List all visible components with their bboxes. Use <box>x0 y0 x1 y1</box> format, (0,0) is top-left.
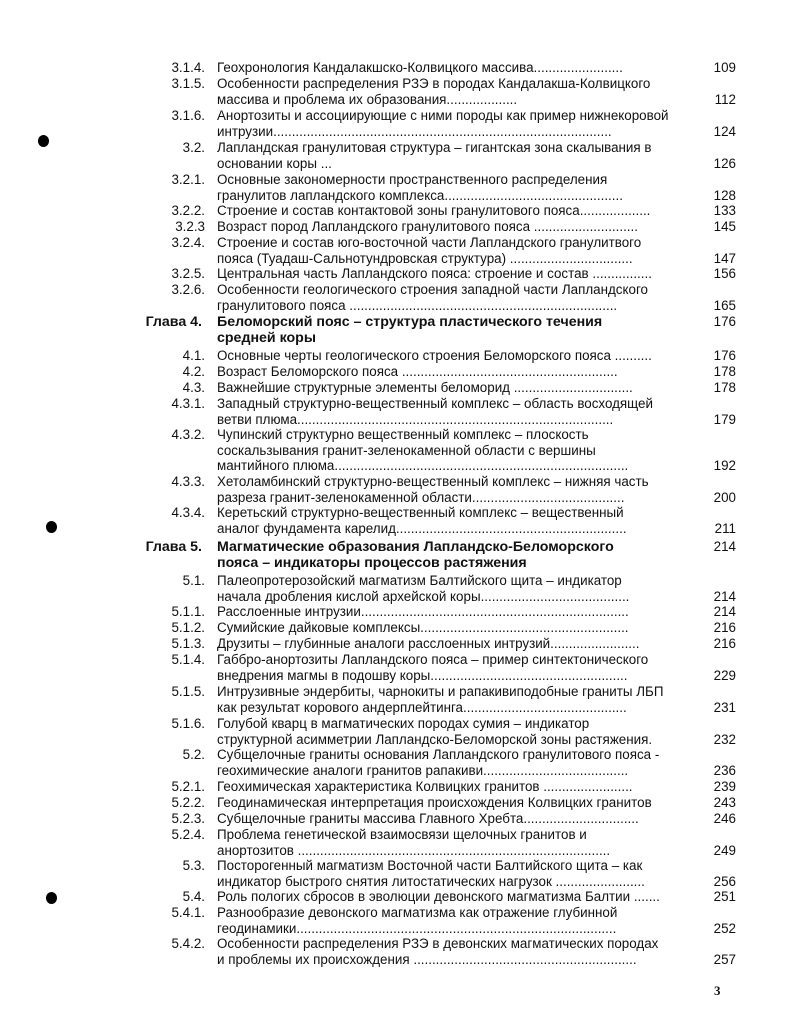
toc-entry-title <box>217 827 695 858</box>
toc-entry-title-line: геодинамики...................................................................................... <box>217 920 617 936</box>
toc-entry-title-line: Основные закономерности пространственного распределения <box>217 172 608 187</box>
toc-entry-page: 249 <box>713 842 736 858</box>
toc-entry-title-line: как результат корового андерплейтинга............................................ <box>217 699 627 715</box>
toc-entry-page: 109 <box>713 60 736 75</box>
toc-entry-title-line: гранулитового пояса ........................................................................ <box>217 297 618 313</box>
toc-entry-title-line: Особенности распределения РЗЭ в девонских магматических породах <box>217 936 659 951</box>
toc-entry-title-line: гранулитов лапландского комплекса................................................ <box>217 187 623 203</box>
toc-entry-title-line: массива и проблема их образования................... <box>217 91 518 107</box>
toc-entry-title <box>217 747 695 778</box>
toc-entry-title-line: аналог фундамента карелид.............................................................. <box>217 520 627 536</box>
toc-entry-page: 246 <box>713 811 736 826</box>
toc-entry-title-line: Строение и состав юго-восточной части Лапландского гранулитвого <box>217 235 642 250</box>
toc-entry-number: 3.1.4. <box>171 60 205 75</box>
toc-entry-title <box>217 203 695 219</box>
toc-entry-title-line: Беломорский пояс – структура пластического течения <box>217 314 603 330</box>
toc-entry-title-line: Магматические образования Лапландско-Беломорского <box>217 539 614 555</box>
toc-entry-title-line: Субщелочные граниты массива Главного Хребта............................... <box>217 811 639 826</box>
toc-entry-title <box>217 235 695 266</box>
toc-entry-page: 214 <box>713 539 736 554</box>
toc-entry-number: 4.3.3. <box>171 474 205 489</box>
toc-entry-title <box>217 380 695 396</box>
toc-entry-number: 5.4.2. <box>171 936 205 951</box>
toc-entry-title-line: разреза гранит-зеленокаменной области......................................... <box>217 489 625 505</box>
toc-entry-title <box>217 348 695 364</box>
toc-entry-title-line: Голубой кварц в магматических породах сумия – индикатор <box>217 716 590 731</box>
toc-entry-title-line: Расслоенные интрузии........................................................................ <box>217 604 629 619</box>
toc-entry-title <box>217 427 695 474</box>
toc-entry-number: 5.2.2. <box>171 795 205 810</box>
toc-entry-page: 147 <box>713 250 736 266</box>
toc-entry-title <box>217 636 695 652</box>
toc-entry-page: 243 <box>713 795 736 810</box>
toc-entry-title <box>217 474 695 505</box>
toc-entry-page: 165 <box>713 297 736 313</box>
toc-entry-page: 112 <box>714 91 736 107</box>
toc-entry-page: 251 <box>713 889 736 904</box>
toc-entry-number: 5.1.5. <box>171 684 205 699</box>
toc-entry-title <box>217 905 695 936</box>
toc-entry-title <box>217 108 695 139</box>
toc-entry-title <box>217 396 695 427</box>
toc-entry-number: 5.1.2. <box>171 620 205 635</box>
toc-entry-title-line: геохимические аналоги гранитов рапакиви....................................... <box>217 762 629 778</box>
toc-entry-page: 179 <box>713 411 736 427</box>
toc-entry-page: 178 <box>713 364 736 379</box>
toc-entry-title-line: Габбро-анортозиты Лапландского пояса – пример синтектонического <box>217 652 649 667</box>
toc-entry-page: 176 <box>713 348 736 363</box>
toc-entry-title-line: Роль пологих сбросов в эволюции девонского магматизма Балтии ....... <box>217 889 660 904</box>
toc-entry-title <box>217 684 695 715</box>
toc-entry-title <box>217 652 695 683</box>
toc-entry-title-line: Анортозиты и ассоциирующие с ними породы как пример нижнекоровой <box>217 108 669 123</box>
toc-entry-title <box>217 539 687 571</box>
toc-entry-number: Глава 4. <box>145 314 202 330</box>
toc-entry-title-line: структурной асимметрии Лапландско-Беломорской зоны растяжения. <box>217 731 653 747</box>
toc-entry-page: 178 <box>713 380 736 395</box>
toc-entry-title-line: Палеопротерозойский магматизм Балтийского щита – индикатор <box>217 573 622 588</box>
toc-entry-title-line: внедрения магмы в подошву коры..................................................... <box>217 667 628 683</box>
margin-bullet-mark <box>46 892 57 904</box>
toc-entry-page: 200 <box>713 489 736 505</box>
toc-entry-number: 5.2.3. <box>171 811 205 826</box>
toc-entry-title <box>217 716 695 747</box>
toc-entry-title-line: Особенности распределения РЗЭ в породах Кандалакша-Колвицкого <box>217 76 651 91</box>
toc-entry-number: 5.1.1. <box>171 604 205 619</box>
toc-entry-page: 231 <box>713 699 736 715</box>
toc-entry-title-line: пояса – индикаторы процессов растяжения <box>217 555 527 572</box>
toc-entry-number: 5.4.1. <box>171 905 205 920</box>
toc-entry-title-line: Лапландская гранулитовая структура – гигантская зона скалывания в <box>217 140 652 155</box>
toc-entry-title <box>217 811 695 827</box>
toc-entry-number: 5.2. <box>182 747 205 762</box>
toc-entry-title <box>217 795 695 811</box>
toc-entry-title <box>217 505 695 536</box>
toc-entry-title-line: Центральная часть Лапландского пояса: строение и состав ................ <box>217 266 652 281</box>
toc-entry-title-line: соскальзывания гранит-зеленокаменной области с вершины <box>217 442 596 458</box>
toc-entry-number: 5.1.4. <box>171 652 205 667</box>
toc-entry-title <box>217 620 695 636</box>
toc-entry-title-line: и проблемы их происхождения ............................................................ <box>217 951 637 967</box>
toc-entry-page: 214 <box>713 588 736 604</box>
toc-entry-title-line: индикатор быстрого снятия литостатических нагрузок ........................ <box>217 873 645 889</box>
toc-entry-title-line: Интрузивные эндербиты, чарнокиты и рапакивиподобные граниты ЛБП <box>217 684 664 699</box>
toc-entry-title-line: интрузии........................................................................................... <box>217 123 612 139</box>
toc-entry-title-line: мантийного плюма............................................................................... <box>217 458 629 474</box>
toc-entry-title-line: Важнейшие структурные элементы беломорид ................................ <box>217 380 633 395</box>
toc-entry-number: 5.1. <box>182 573 205 588</box>
toc-entry-title-line: Посторогенный магматизм Восточной части Балтийского щита – как <box>217 858 643 873</box>
toc-entry-page: 124 <box>713 123 736 139</box>
toc-entry-title-line: Возраст пород Лапландского гранулитового пояса ............................ <box>217 219 638 234</box>
toc-entry-title-line: Субщелочные граниты основания Лапландского гранулитового пояса - <box>217 747 660 762</box>
toc-entry-title-line: Хетоламбинский структурно-вещественный комплекс – нижняя часть <box>217 474 649 489</box>
toc-entry-title <box>217 936 695 967</box>
toc-entry-title <box>217 219 695 235</box>
page-number: 3 <box>714 983 721 998</box>
toc-entry-number: 5.2.4. <box>171 827 205 842</box>
toc-entry-page: 126 <box>713 155 736 171</box>
toc-entry-page: 229 <box>713 667 736 683</box>
toc-entry-number: 4.3.2. <box>171 427 205 442</box>
toc-entry-page: 156 <box>713 266 736 281</box>
toc-entry-title-line: ветви плюма..................................................................................... <box>217 411 614 427</box>
toc-entry-title <box>217 573 695 604</box>
toc-entry-title <box>217 314 687 346</box>
toc-entry-number: 5.2.1. <box>171 779 205 794</box>
margin-bullet-mark <box>38 135 49 147</box>
toc-entry-page: 145 <box>713 219 736 234</box>
toc-entry-title-line: средней коры <box>217 330 316 347</box>
toc-entry-title <box>217 364 695 380</box>
toc-entry-page: 256 <box>713 873 736 889</box>
toc-entry-number: 3.2.4. <box>171 235 205 250</box>
toc-entry-title-line: Геодинамическая интерпретация происхождения Колвицких гранитов <box>217 795 652 810</box>
toc-entry-page: 192 <box>713 458 736 474</box>
toc-entry-page: 214 <box>713 604 736 619</box>
toc-entry-title <box>217 282 695 313</box>
toc-entry-title-line: основании коры ... <box>217 155 332 171</box>
toc-entry-number: 3.2.6. <box>171 282 205 297</box>
toc-entry-title-line: Сумийские дайковые комплексы........................................................ <box>217 620 629 635</box>
toc-entry-title <box>217 60 695 76</box>
toc-entry-page: 128 <box>713 187 736 203</box>
toc-entry-number: 3.2.2. <box>171 203 205 218</box>
toc-entry-title-line: Керетьский структурно-вещественный комплекс – вещественный <box>217 505 624 520</box>
toc-entry-title <box>217 76 695 107</box>
toc-entry-number: 4.3.1. <box>171 396 205 411</box>
toc-entry-number: 4.1. <box>182 348 205 363</box>
toc-entry-title-line: Западный структурно-вещественный комплекс – область восходящей <box>217 396 653 411</box>
toc-entry-page: 239 <box>713 779 736 794</box>
toc-entry-page: 232 <box>713 731 736 747</box>
toc-entry-title-line: Геохимическая характеристика Колвицких гранитов ........................ <box>217 779 633 794</box>
toc-entry-number: Глава 5. <box>145 539 202 555</box>
toc-entry-title-line: Особенности геологического строения западной части Лапландского <box>217 282 648 297</box>
toc-entry-page: 176 <box>713 314 736 329</box>
toc-entry-title <box>217 858 695 889</box>
margin-bullet-mark <box>46 521 57 533</box>
toc-entry-title-line: начала дробления кислой архейской коры........................................ <box>217 588 630 604</box>
toc-entry-number: 4.3.4. <box>171 505 205 520</box>
toc-entry-page: 236 <box>713 762 736 778</box>
toc-entry-title-line: Чупинский структурно вещественный комплекс – плоскость <box>217 427 589 442</box>
toc-entry-number: 3.2.1. <box>171 172 205 187</box>
toc-entry-number: 3.1.6. <box>171 108 205 123</box>
toc-entry-number: 3.2. <box>182 140 205 155</box>
toc-entry-number: 3.2.5. <box>171 266 205 281</box>
toc-entry-page: 252 <box>713 920 736 936</box>
toc-entry-number: 3.2.3 <box>175 219 205 234</box>
toc-entry-title-line: Основные черты геологического строения Беломорского пояса .......... <box>217 348 652 363</box>
toc-entry-title <box>217 889 695 905</box>
toc-entry-number: 5.3. <box>182 858 205 873</box>
toc-entry-page: 216 <box>713 636 736 651</box>
toc-entry-title-line: Друзиты – глубинные аналоги расслоенных интрузий........................ <box>217 636 640 651</box>
toc-entry-page: 257 <box>713 951 736 967</box>
toc-entry-title <box>217 604 695 620</box>
toc-entry-page: 216 <box>713 620 736 635</box>
toc-entry-number: 4.2. <box>182 364 205 379</box>
toc-entry-number: 5.1.3. <box>171 636 205 651</box>
toc-entry-title-line: Проблема генетической взаимосвязи щелочных гранитов и <box>217 827 587 842</box>
toc-entry-title-line: Геохронология Кандалакшско-Колвицкого массива........................ <box>217 60 623 75</box>
toc-entry-number: 3.1.5. <box>171 76 205 91</box>
toc-entry-title <box>217 140 695 171</box>
toc-entry-title-line: пояса (Туадаш-Сальнотундровская структура) ................................. <box>217 250 633 266</box>
toc-entry-page: 133 <box>713 203 736 218</box>
toc-entry-title-line: Возраст Беломорского пояса .......................................................... <box>217 364 618 379</box>
toc-entry-title <box>217 779 695 795</box>
toc-entry-number: 5.4. <box>182 889 205 904</box>
toc-entry-title-line: Разнообразие девонского магматизма как отражение глубинной <box>217 905 618 920</box>
toc-entry-number: 4.3. <box>182 380 205 395</box>
toc-entry-title <box>217 266 695 282</box>
toc-entry-number: 5.1.6. <box>171 716 205 731</box>
toc-entry-title-line: Строение и состав контактовой зоны гранулитового пояса................... <box>217 203 651 218</box>
toc-entry-title <box>217 172 695 203</box>
toc-entry-page: 211 <box>714 520 736 536</box>
toc-entry-title-line: анортозитов .................................................................................... <box>217 842 611 858</box>
